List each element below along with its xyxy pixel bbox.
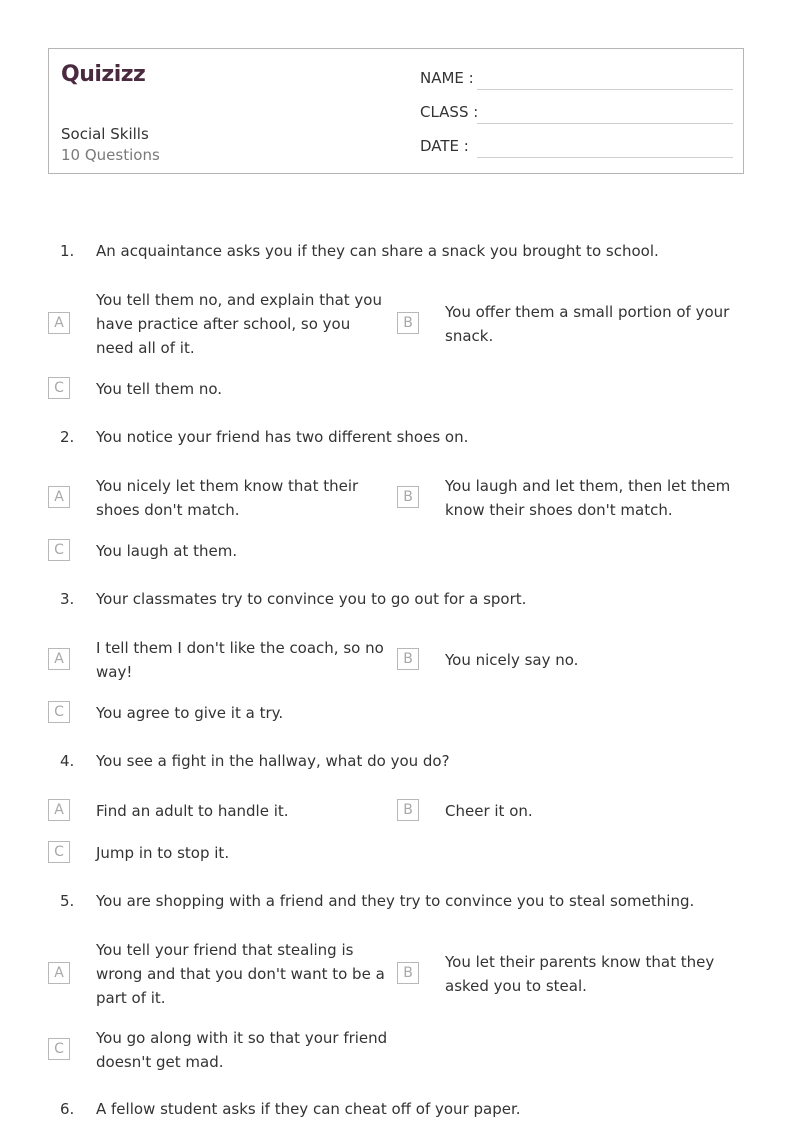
option-b-text: You nicely say no. [445,651,579,669]
option-c-box[interactable]: C [48,539,70,561]
option-a-box[interactable]: A [48,799,70,821]
name-field[interactable] [477,89,733,90]
question-count: 10 Questions [61,146,160,164]
date-label: DATE : [420,137,469,155]
option-a-box[interactable]: A [48,648,70,670]
option-a-text: You tell your friend that stealing is wrong and that you don't want to be a part of it. [96,941,385,1007]
svg-text:Quizizz: Quizizz [61,62,146,87]
quizizz-logo [61,59,153,87]
question-number: 4. [60,752,75,770]
option-a-text: Find an adult to handle it. [96,802,289,820]
option-b-box[interactable]: B [397,962,419,984]
class-label: CLASS : [420,103,479,121]
option-c-box[interactable]: C [48,377,70,399]
option-b-text: Cheer it on. [445,802,533,820]
option-a-text: I tell them I don't like the coach, so no way! [96,639,384,681]
option-a-box[interactable]: A [48,312,70,334]
question-number: 3. [60,590,75,608]
option-b-box[interactable]: B [397,312,419,334]
option-b-text: You let their parents know that they asked you to steal. [445,953,715,995]
option-a-text: You tell them no, and explain that you have practice after school, so you need all of it. [96,291,382,357]
question-text: An acquaintance asks you if they can share a snack you brought to school. [96,242,659,260]
question-text: A fellow student asks if they can cheat off of your paper. [96,1100,521,1118]
class-field[interactable] [477,123,733,124]
question-text: You see a fight in the hallway, what do you do? [96,752,450,770]
question-text: You notice your friend has two different shoes on. [96,428,469,446]
option-c-box[interactable]: C [48,1038,70,1060]
question-number: 5. [60,892,75,910]
question-number: 6. [60,1100,75,1118]
option-b-box[interactable]: B [397,648,419,670]
option-b-text: You offer them a small portion of your snack. [445,303,730,345]
worksheet-header [48,48,744,174]
question-text: You are shopping with a friend and they try to convince you to steal something. [96,892,695,910]
option-c-text: Jump in to stop it. [96,844,230,862]
option-b-box[interactable]: B [397,799,419,821]
option-c-box[interactable]: C [48,841,70,863]
option-c-text: You go along with it so that your friend doesn't get mad. [96,1029,388,1071]
question-number: 1. [60,242,75,260]
date-field[interactable] [477,157,733,158]
option-a-text: You nicely let them know that their shoes don't match. [96,477,359,519]
option-b-box[interactable]: B [397,486,419,508]
question-text: Your classmates try to convince you to go out for a sport. [96,590,527,608]
option-c-box[interactable]: C [48,701,70,723]
option-c-text: You laugh at them. [96,542,238,560]
option-a-box[interactable]: A [48,486,70,508]
question-number: 2. [60,428,75,446]
name-label: NAME : [420,69,474,87]
option-c-text: You agree to give it a try. [96,704,284,722]
worksheet-title: Social Skills [61,125,149,143]
option-c-text: You tell them no. [96,380,223,398]
option-a-box[interactable]: A [48,962,70,984]
option-b-text: You laugh and let them, then let them know their shoes don't match. [445,477,731,519]
